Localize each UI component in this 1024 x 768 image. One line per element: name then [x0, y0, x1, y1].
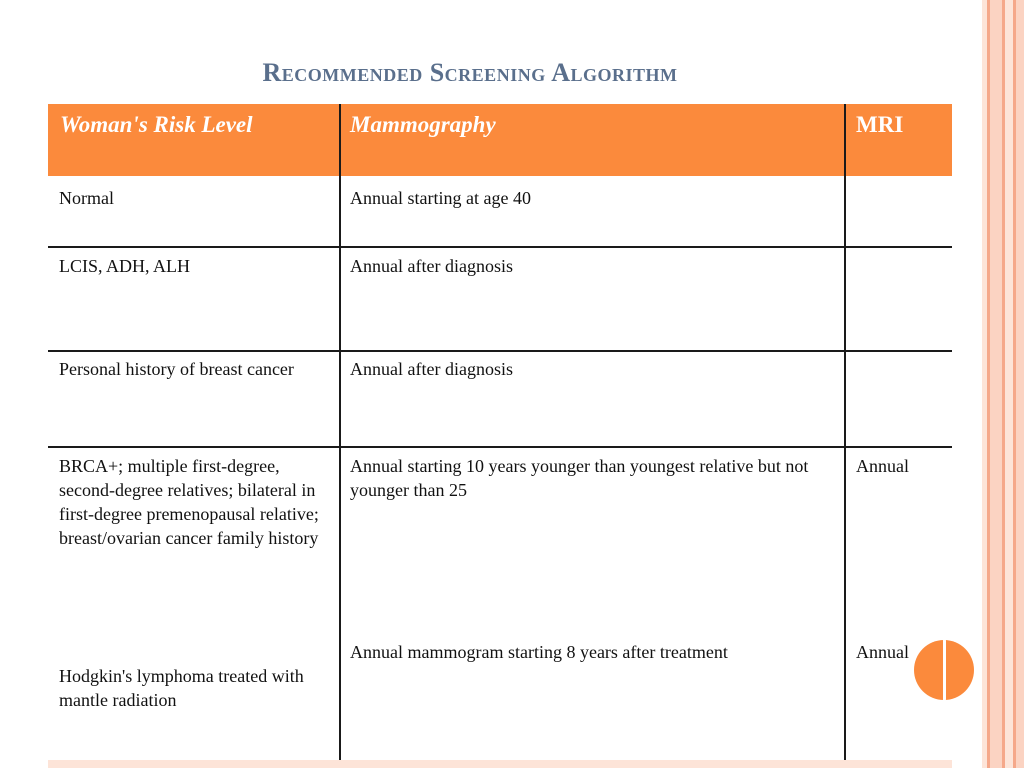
cell-mri: Annual	[856, 456, 909, 476]
circle-divider	[943, 640, 946, 700]
cell-mammography: Annual starting at age 40	[350, 188, 531, 208]
cell-mammography: Annual after diagnosis	[350, 359, 513, 379]
header-mri: MRI	[856, 112, 904, 137]
cell-risk-level: Normal	[59, 188, 114, 208]
header-mammography: Mammography	[350, 112, 496, 137]
header-risk-level: Woman's Risk Level	[60, 112, 253, 137]
row-divider	[48, 446, 952, 448]
decorative-stripes	[982, 0, 1024, 768]
column-divider	[339, 104, 341, 768]
screening-table	[48, 104, 952, 768]
cell-risk-level: Personal history of breast cancer	[59, 359, 294, 379]
slide-title: Recommended Screening Algorithm	[262, 58, 678, 87]
table-bottom-band	[48, 760, 952, 768]
cell-mammography: Annual starting 10 years younger than youngest relative but not younger than 25	[350, 456, 809, 500]
column-divider	[844, 104, 846, 768]
row-divider	[48, 350, 952, 352]
cell-risk-level: LCIS, ADH, ALH	[59, 256, 191, 276]
cell-risk-level: Hodgkin's lymphoma treated with mantle radiation	[59, 666, 304, 710]
cell-mri: Annual	[856, 642, 909, 662]
row-divider	[48, 246, 952, 248]
table-header-row	[48, 104, 952, 176]
cell-risk-level: BRCA+; multiple first-degree, second-degree relatives; bilateral in first-degree premenopausal relative; breast/ovarian cancer family history	[59, 456, 319, 548]
cell-mammography: Annual mammogram starting 8 years after treatment	[350, 642, 728, 662]
decorative-circle	[914, 640, 974, 700]
cell-mammography: Annual after diagnosis	[350, 256, 513, 276]
